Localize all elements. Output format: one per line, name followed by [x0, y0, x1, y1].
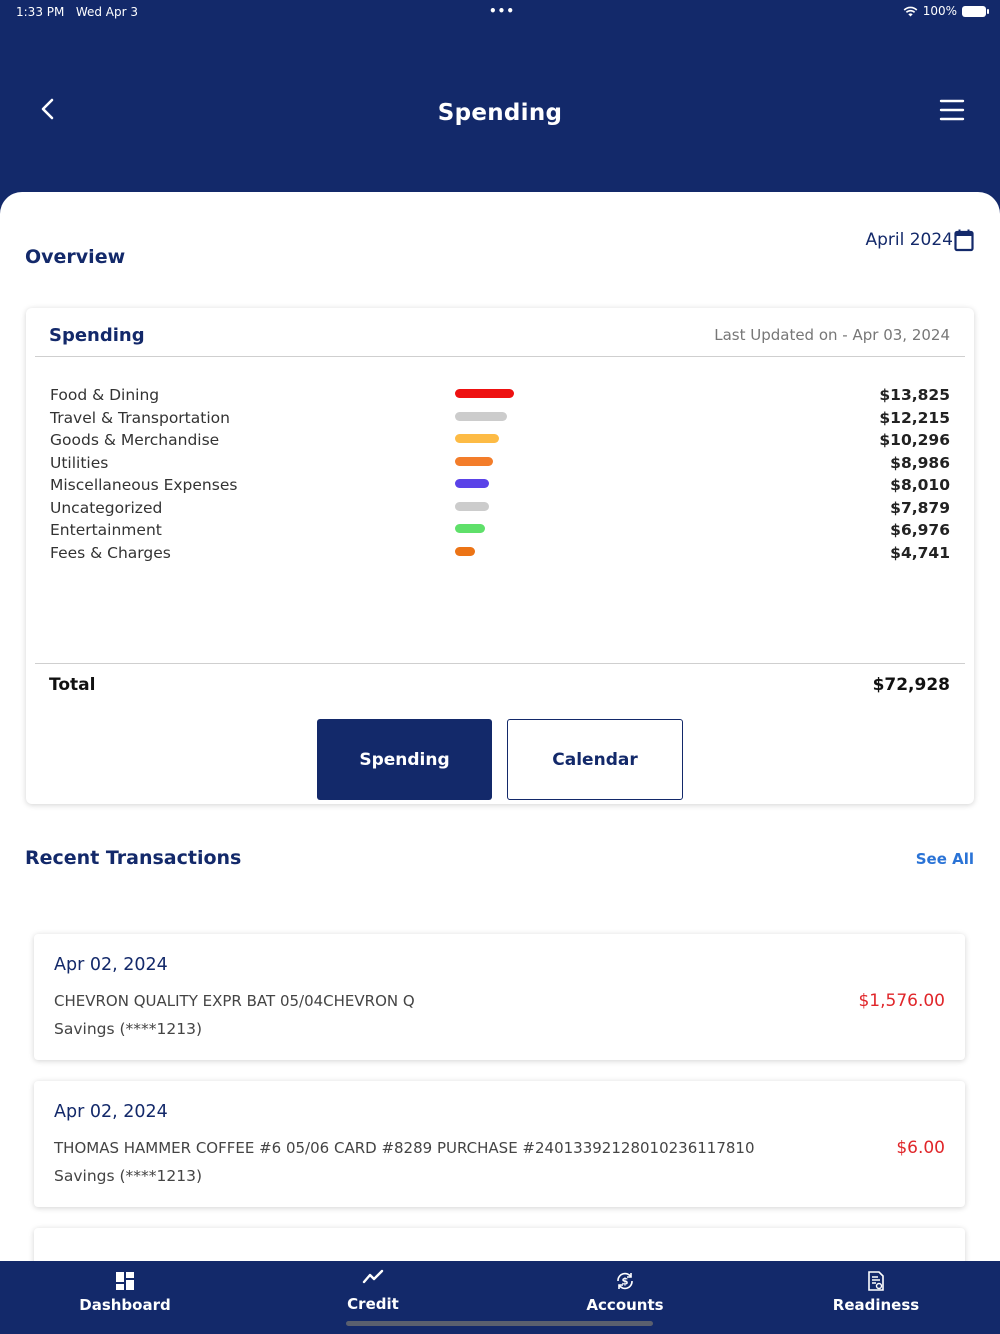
- accounts-dollar-icon: [614, 1270, 636, 1292]
- tab-dashboard[interactable]: [0, 1261, 250, 1334]
- category-label: Utilities: [50, 453, 109, 472]
- battery-percent: 100%: [922, 4, 957, 18]
- tab-label: Readiness: [832, 1296, 920, 1314]
- wifi-icon: [903, 6, 918, 17]
- status-time: 1:33 PM Wed Apr 3: [16, 5, 138, 19]
- month-label: April 2024: [865, 230, 953, 250]
- battery-icon: [962, 6, 986, 17]
- nav-header: [0, 80, 1000, 150]
- category-bar: [455, 412, 507, 421]
- total-amount: $72,928: [872, 675, 950, 695]
- category-bar: [455, 389, 514, 398]
- category-bar: [455, 434, 499, 443]
- dashboard-icon: [114, 1270, 136, 1292]
- category-row: [50, 452, 950, 474]
- category-bar: [455, 547, 475, 556]
- tab-label: Dashboard: [79, 1296, 171, 1314]
- transaction-amount: $1,576.00: [858, 991, 945, 1011]
- transaction-amount: $6.00: [896, 1138, 945, 1158]
- category-label: Entertainment: [50, 521, 162, 539]
- category-amount: $4,741: [890, 543, 950, 562]
- transaction-date: Apr 02, 2024: [54, 1102, 168, 1122]
- status-right: [903, 4, 986, 18]
- transaction-card[interactable]: [34, 1081, 965, 1207]
- category-row: [50, 519, 950, 541]
- menu-button[interactable]: [938, 98, 966, 122]
- home-indicator: [346, 1321, 653, 1326]
- category-bar: [455, 457, 493, 466]
- category-amount: $13,825: [879, 386, 950, 404]
- spending-card-title: Spending: [49, 325, 145, 346]
- see-all-link[interactable]: See All: [915, 850, 974, 868]
- category-label: Goods & Merchandise: [50, 431, 220, 449]
- category-row: [50, 497, 950, 519]
- credit-trend-icon: [362, 1267, 384, 1289]
- category-label: Fees & Charges: [50, 543, 171, 562]
- readiness-document-icon: [865, 1270, 887, 1292]
- category-amount: $8,010: [890, 476, 950, 494]
- category-label: Miscellaneous Expenses: [50, 476, 238, 494]
- category-label: Food & Dining: [50, 386, 160, 404]
- category-amount: $6,976: [890, 521, 950, 539]
- overview-title: Overview: [25, 246, 126, 268]
- category-row: [50, 474, 950, 496]
- transaction-description: CHEVRON QUALITY EXPR BAT 05/04CHEVRON Q: [54, 992, 415, 1010]
- last-updated-text: Last Updated on - Apr 03, 2024: [714, 326, 950, 344]
- svg-text:$: $: [621, 1276, 629, 1288]
- status-bar: [0, 0, 1000, 26]
- tab-readiness[interactable]: [751, 1261, 1000, 1334]
- spending-summary-card: [26, 308, 974, 804]
- category-label: Travel & Transportation: [50, 408, 230, 427]
- category-row: [50, 542, 950, 564]
- category-amount: $8,986: [890, 453, 950, 472]
- category-row: [50, 384, 950, 406]
- month-picker[interactable]: [865, 228, 974, 252]
- transaction-card[interactable]: [34, 934, 965, 1060]
- category-label: Uncategorized: [50, 498, 163, 517]
- recent-transactions-title: Recent Transactions: [25, 847, 242, 869]
- category-amount: $7,879: [890, 498, 950, 517]
- divider: [35, 663, 965, 664]
- hamburger-menu-icon: [938, 98, 966, 122]
- tab-label: Accounts: [586, 1296, 664, 1314]
- transaction-date: Apr 02, 2024: [54, 955, 168, 975]
- transaction-account: Savings (****1213): [54, 1020, 203, 1038]
- tab-label: Credit: [347, 1295, 399, 1313]
- calendar-icon: [954, 228, 974, 252]
- category-row: [50, 429, 950, 451]
- calendar-button[interactable]: Calendar: [507, 719, 683, 800]
- page-title: Spending: [437, 100, 563, 126]
- transaction-description: THOMAS HAMMER COFFEE #6 05/06 CARD #8289 PURCHASE #240133921280102361​17810: [54, 1139, 755, 1157]
- category-bar: [455, 479, 489, 488]
- content-sheet: [0, 192, 1000, 1261]
- transaction-account: Savings (****1213): [54, 1167, 203, 1185]
- category-row: [50, 407, 950, 429]
- category-amount: $12,215: [879, 408, 950, 427]
- divider: [35, 356, 965, 357]
- transaction-card-partial[interactable]: [34, 1228, 965, 1261]
- total-label: Total: [49, 675, 96, 695]
- category-bar: [455, 502, 489, 511]
- category-bar: [455, 524, 485, 533]
- spending-button[interactable]: Spending: [317, 719, 492, 800]
- multitasking-dots-icon[interactable]: •••: [489, 4, 516, 18]
- category-amount: $10,296: [879, 431, 950, 449]
